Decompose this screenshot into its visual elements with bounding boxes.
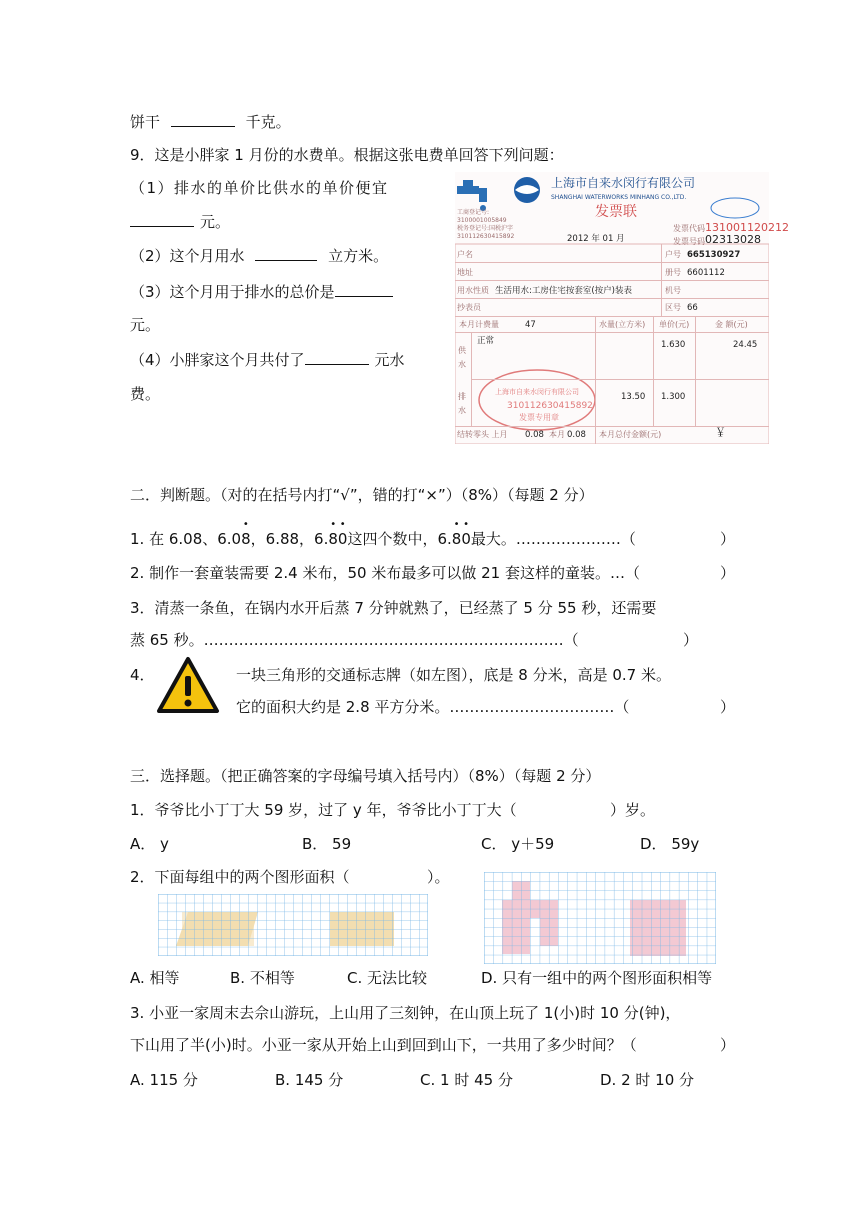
sec2-q4-number: 4． — [130, 666, 155, 684]
answer-paren-close[interactable]: ） — [720, 530, 736, 548]
grid-parallelograms — [158, 894, 428, 956]
option-b[interactable]: B. 不相等 — [230, 969, 295, 987]
option-c[interactable]: C. 1 时 45 分 — [420, 1071, 513, 1089]
q8-line: 饼干 千克。 — [130, 113, 291, 131]
water-bill: 上海市自来水闵行有限公司 SHANGHAI WATERWORKS MINHANG CO.,LTD. 发票联 发票代码 131001120212 发票号码 02313028 2012 年 01 月 工商登记号: 3100001005849 税务登记号:国税沪字 310112630415892 户名 地址 用水性质 生活用水:工房住宅按套室(按户)装表 抄表员 户号 665130927 册号 6601112 机号 区号 66 本月计费量 47 水量(立方米) 单价(元) 金 额(元) 供水 正常 1.630 24.45 排水 13.50 1.300 上海市自来水闵行有限公司 310112630415892 发票专用章 结转零头 上月 0.08 本月 0.08 本月总付金额(元) ￥ — [455, 172, 769, 444]
option-b[interactable]: B. 145 分 — [275, 1071, 344, 1089]
sec3-q3-line2: 下山用了半(小)时。小亚一家从开始上山到回到山下，一共用了多少时间？（ — [130, 1036, 637, 1054]
q9-part3-line2: 元。 — [130, 316, 161, 334]
answer-paren-close[interactable]: ） — [683, 631, 699, 649]
answer-blank[interactable] — [305, 350, 369, 365]
option-c[interactable]: C． y＋59 — [481, 835, 555, 853]
answer-paren-close[interactable]: ） — [720, 1036, 736, 1054]
warning-sign-icon — [156, 656, 220, 714]
answer-blank[interactable] — [255, 246, 317, 261]
q9-part3: （3）这个月用于排水的总价是 — [130, 282, 393, 302]
answer-blank[interactable] — [335, 282, 393, 297]
section-2-title: 二．判断题。（对的在括号内打“√”，错的打“×”）（8%）（每题 2 分） — [130, 486, 594, 504]
grid-irregular-shapes — [484, 872, 716, 964]
option-a[interactable]: A． y — [130, 835, 169, 853]
q9-part4-line2: 费。 — [130, 385, 161, 403]
option-c[interactable]: C. 无法比较 — [347, 969, 428, 987]
q9-part4: （4）小胖家这个月共付了 元水 — [130, 351, 405, 369]
q9-part1-line2: 元。 — [130, 212, 230, 232]
option-d[interactable]: D. 2 时 10 分 — [600, 1071, 695, 1089]
sec2-q3-line2: 蒸 65 秒。………………………………………………………………（ — [130, 631, 579, 649]
sec2-q4-line2: 它的面积大约是 2.8 平方分米。……………………………（ — [236, 698, 630, 716]
answer-paren-close[interactable]: ） — [720, 698, 736, 716]
sec2-q3: 3．清蒸一条鱼，在锅内水开后蒸 7 分钟就熟了，已经蒸了 5 分 55 秒，还需要 — [130, 599, 657, 617]
sec2-q1: 1. 在 6.08、6.0 • 8，6.88，6. • 8 • 0这四个数中，6. • 8 • 0最大。…………………（ — [130, 519, 636, 548]
option-a[interactable]: A. 相等 — [130, 969, 180, 987]
sec3-q2-end: ）。 — [427, 868, 450, 886]
sec3-q1-end: ）岁。 — [610, 801, 656, 819]
sec2-q4: 一块三角形的交通标志牌（如左图），底是 8 分米，高是 0.7 米。 — [236, 666, 671, 684]
section-3-title: 三．选择题。（把正确答案的字母编号填入括号内）（8%）（每题 2 分） — [130, 767, 601, 785]
sec3-q1: 1．爷爷比小丁丁大 59 岁，过了 y 年，爷爷比小丁丁大（ — [130, 801, 517, 819]
q9-part2: （2）这个月用水 立方米。 — [130, 247, 389, 265]
answer-paren-close[interactable]: ） — [720, 564, 736, 582]
q9-stem: 9．这是小胖家 1 月份的水费单。根据这张电费单回答下列问题： — [130, 146, 564, 164]
option-d[interactable]: D. 只有一组中的两个图形面积相等 — [481, 969, 713, 987]
sec3-q3: 3. 小亚一家周末去佘山游玩，上山用了三刻钟，在山顶上玩了 1(小)时 10 分(钟)， — [130, 1004, 681, 1022]
option-a[interactable]: A. 115 分 — [130, 1071, 198, 1089]
q9-part1: （1）排水的单价比供水的单价便宜 — [130, 179, 389, 197]
option-b[interactable]: B． 59 — [302, 835, 352, 853]
sec3-q2: 2．下面每组中的两个图形面积（ — [130, 868, 350, 886]
answer-blank[interactable] — [171, 112, 235, 127]
answer-blank[interactable] — [130, 212, 194, 227]
option-d[interactable]: D． 59y — [640, 835, 700, 853]
company-logo-icon — [514, 177, 540, 203]
sec2-q2: 2. 制作一套童装需要 2.4 米布，50 米布最多可以做 21 套这样的童装。…（ — [130, 564, 640, 582]
